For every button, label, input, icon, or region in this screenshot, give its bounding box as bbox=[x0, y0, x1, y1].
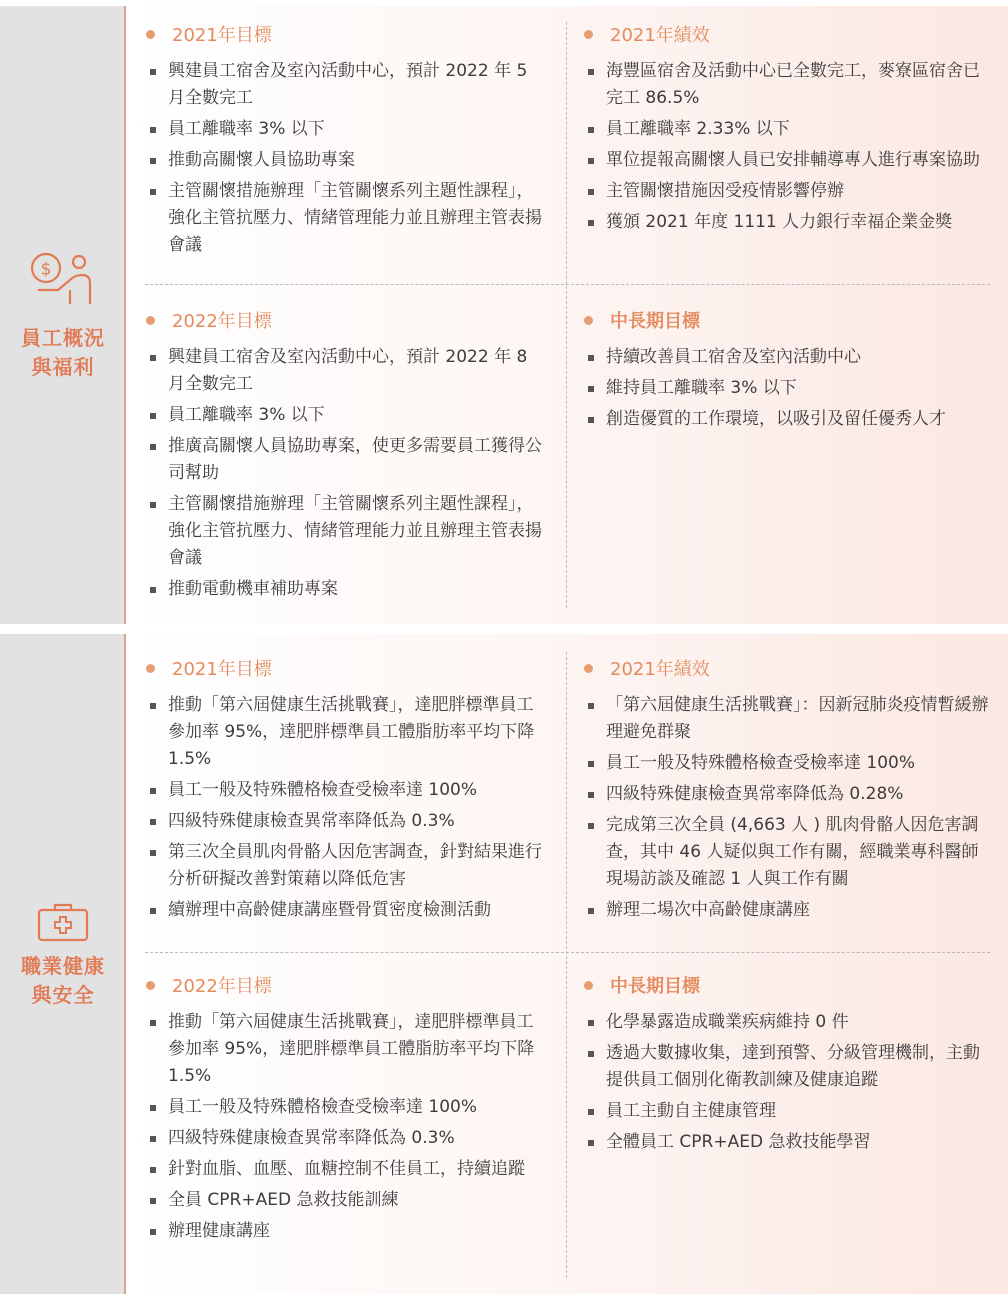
list-item: 四級特殊健康檢查異常率降低為 0.28% bbox=[584, 781, 992, 808]
vertical-divider bbox=[566, 652, 567, 1278]
heading-text: 2022年目標 bbox=[172, 311, 272, 332]
block-heading bbox=[146, 20, 546, 48]
results-2021-block bbox=[584, 20, 992, 240]
list-item: 透過大數據收集，達到預警、分級管理機制，主動提供員工個別化衛教訓練及健康追蹤 bbox=[584, 1040, 992, 1094]
salary-person-icon bbox=[0, 250, 126, 310]
heading-text: 2022年目標 bbox=[172, 976, 272, 997]
section-title-line1: 職業健康 bbox=[21, 954, 105, 978]
heading-text: 中長期目標 bbox=[610, 976, 700, 997]
list-item: 完成第三次全員 (4,663 人 ) 肌肉骨骼人因危害調查，其中 46 人疑似與工作有關，經職業專科醫師現場訪談及確認 1 人與工作有關 bbox=[584, 812, 992, 893]
item-list bbox=[584, 58, 992, 236]
item-list bbox=[584, 344, 992, 433]
list-item: 四級特殊健康檢查異常率降低為 0.3% bbox=[146, 1125, 546, 1152]
section-title bbox=[0, 324, 126, 382]
vertical-divider bbox=[566, 22, 567, 608]
list-item: 全體員工 CPR+AED 急救技能學習 bbox=[584, 1129, 992, 1156]
list-item: 海豐區宿舍及活動中心已全數完工，麥寮區宿舍已完工 86.5% bbox=[584, 58, 992, 112]
list-item: 推動「第六屆健康生活挑戰賽」，達肥胖標準員工參加率 95%，達肥胖標準員工體脂肪率平均下降 1.5% bbox=[146, 692, 546, 773]
section-title-line2: 與福利 bbox=[31, 355, 95, 379]
section-sidebar bbox=[0, 634, 126, 1294]
svg-text:$: $ bbox=[40, 259, 52, 280]
item-list bbox=[146, 1009, 546, 1245]
bullet-dot-icon bbox=[584, 316, 593, 325]
list-item: 全員 CPR+AED 急救技能訓練 bbox=[146, 1187, 546, 1214]
section-title bbox=[0, 952, 126, 1010]
list-item: 針對血脂、血壓、血糖控制不佳員工，持續追蹤 bbox=[146, 1156, 546, 1183]
list-item: 四級特殊健康檢查異常率降低為 0.3% bbox=[146, 808, 546, 835]
section-title-line1: 員工概況 bbox=[21, 326, 105, 350]
list-item: 辦理健康講座 bbox=[146, 1218, 546, 1245]
list-item: 推動電動機車補助專案 bbox=[146, 576, 546, 603]
block-heading bbox=[584, 20, 992, 48]
list-item: 主管關懷措施辦理「主管關懷系列主題性課程」，強化主管抗壓力、情緒管理能力並且辦理主管表揚會議 bbox=[146, 491, 546, 572]
list-item: 續辦理中高齡健康講座暨骨質密度檢測活動 bbox=[146, 897, 546, 924]
horizontal-divider bbox=[145, 952, 990, 953]
section-sidebar bbox=[0, 6, 126, 624]
list-item: 員工離職率 2.33% 以下 bbox=[584, 116, 992, 143]
item-list bbox=[584, 1009, 992, 1156]
heading-text: 2021年績效 bbox=[610, 659, 710, 680]
item-list bbox=[146, 58, 546, 259]
list-item: 主管關懷措施辦理「主管關懷系列主題性課程」，強化主管抗壓力、情緒管理能力並且辦理主管表揚會議 bbox=[146, 178, 546, 259]
list-item: 員工一般及特殊體格檢查受檢率達 100% bbox=[146, 777, 546, 804]
item-list bbox=[584, 692, 992, 924]
item-list bbox=[146, 344, 546, 603]
section-content bbox=[128, 6, 1008, 624]
list-item: 員工一般及特殊體格檢查受檢率達 100% bbox=[146, 1094, 546, 1121]
section-employee-welfare bbox=[0, 6, 1008, 624]
list-item: 第三次全員肌肉骨骼人因危害調查，針對結果進行分析研擬改善對策藉以降低危害 bbox=[146, 839, 546, 893]
bullet-dot-icon bbox=[146, 30, 155, 39]
section-title-line2: 與安全 bbox=[31, 983, 95, 1007]
list-item: 創造優質的工作環境，以吸引及留任優秀人才 bbox=[584, 406, 992, 433]
list-item: 單位提報高關懷人員已安排輔導專人進行專案協助 bbox=[584, 147, 992, 174]
list-item: 員工主動自主健康管理 bbox=[584, 1098, 992, 1125]
section-occupational-health bbox=[0, 634, 1008, 1294]
bullet-dot-icon bbox=[584, 30, 593, 39]
goals-2022-block bbox=[146, 306, 546, 607]
list-item: 推動「第六屆健康生活挑戰賽」，達肥胖標準員工參加率 95%，達肥胖標準員工體脂肪率平均下降 1.5% bbox=[146, 1009, 546, 1090]
goals-2021-block bbox=[146, 20, 546, 263]
long-term-goals-block bbox=[584, 306, 992, 437]
list-item: 獲頒 2021 年度 1111 人力銀行幸福企業金獎 bbox=[584, 209, 992, 236]
block-heading bbox=[584, 306, 992, 334]
list-item: 推動高關懷人員協助專案 bbox=[146, 147, 546, 174]
list-item: 維持員工離職率 3% 以下 bbox=[584, 375, 992, 402]
goals-2021-block bbox=[146, 654, 546, 928]
results-2021-block bbox=[584, 654, 992, 928]
block-heading bbox=[584, 971, 992, 999]
list-item: 持續改善員工宿舍及室內活動中心 bbox=[584, 344, 992, 371]
list-item: 興建員工宿舍及室內活動中心，預計 2022 年 8 月全數完工 bbox=[146, 344, 546, 398]
block-heading bbox=[146, 306, 546, 334]
block-heading bbox=[146, 971, 546, 999]
list-item: 興建員工宿舍及室內活動中心，預計 2022 年 5 月全數完工 bbox=[146, 58, 546, 112]
list-item: 員工離職率 3% 以下 bbox=[146, 116, 546, 143]
heading-text: 2021年目標 bbox=[172, 25, 272, 46]
long-term-goals-block bbox=[584, 971, 992, 1160]
bullet-dot-icon bbox=[584, 981, 593, 990]
horizontal-divider bbox=[145, 284, 990, 285]
bullet-dot-icon bbox=[584, 664, 593, 673]
block-heading bbox=[584, 654, 992, 682]
bullet-dot-icon bbox=[146, 664, 155, 673]
list-item: 辦理二場次中高齡健康講座 bbox=[584, 897, 992, 924]
list-item: 「第六屆健康生活挑戰賽」：因新冠肺炎疫情暫緩辦理避免群聚 bbox=[584, 692, 992, 746]
first-aid-kit-icon bbox=[0, 902, 126, 942]
list-item: 員工離職率 3% 以下 bbox=[146, 402, 546, 429]
heading-text: 中長期目標 bbox=[610, 311, 700, 332]
section-content bbox=[128, 634, 1008, 1294]
list-item: 推廣高關懷人員協助專案，使更多需要員工獲得公司幫助 bbox=[146, 433, 546, 487]
list-item: 員工一般及特殊體格檢查受檢率達 100% bbox=[584, 750, 992, 777]
heading-text: 2021年目標 bbox=[172, 659, 272, 680]
goals-2022-block bbox=[146, 971, 546, 1249]
item-list bbox=[146, 692, 546, 924]
heading-text: 2021年績效 bbox=[610, 25, 710, 46]
bullet-dot-icon bbox=[146, 981, 155, 990]
bullet-dot-icon bbox=[146, 316, 155, 325]
block-heading bbox=[146, 654, 546, 682]
list-item: 主管關懷措施因受疫情影響停辦 bbox=[584, 178, 992, 205]
list-item: 化學暴露造成職業疾病維持 0 件 bbox=[584, 1009, 992, 1036]
